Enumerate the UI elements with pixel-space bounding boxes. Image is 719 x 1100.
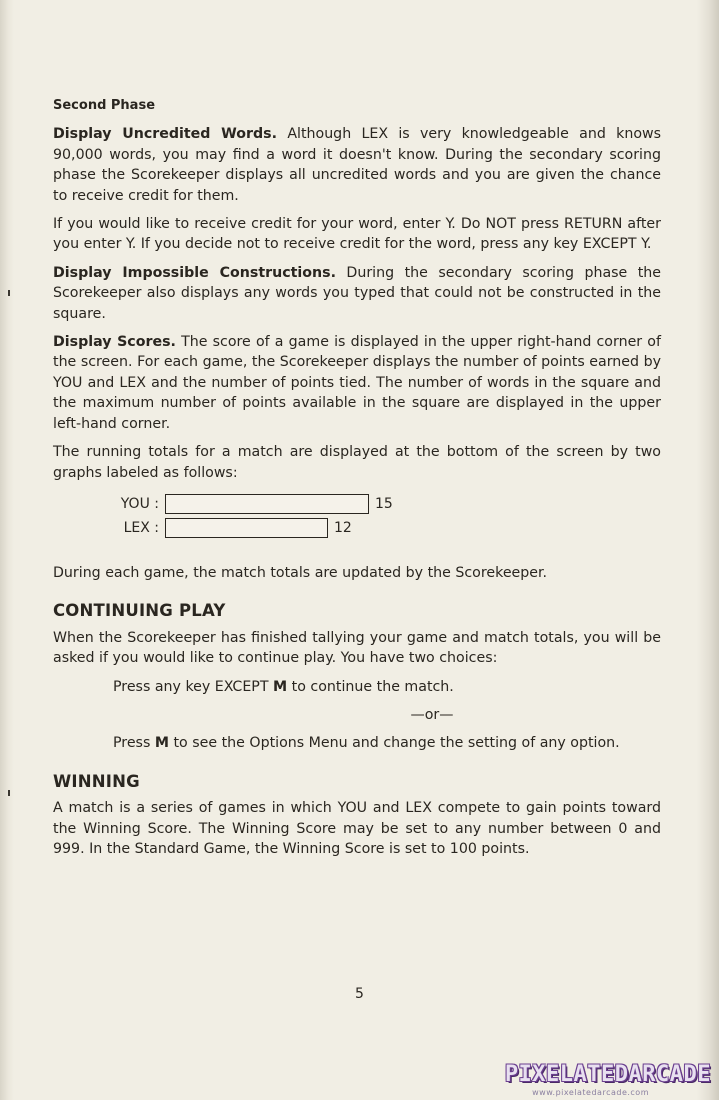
watermark-url: www.pixelatedarcade.com: [532, 1088, 649, 1097]
paragraph-text: Although LEX is very knowledgeable and knows 90,000 words, you may find a word it doesn't know. During the secondary scoring phase the Scorekeeper displays all uncredited words and you are given the chance to receive credit for them.: [53, 126, 662, 204]
paragraph-updated: During each game, the match totals are updated by the Scorekeeper.: [53, 564, 548, 581]
or-separator: —or—: [410, 706, 454, 723]
watermark-logo: PIXELATEDARCADE: [504, 1062, 711, 1087]
lead-text: Display Impossible Constructions.: [53, 264, 336, 281]
graph-label: LEX :: [123, 519, 159, 536]
section-subheading: Second Phase: [53, 98, 156, 113]
paragraph-credit: If you would like to receive credit for your word, enter Y. Do NOT press RETURN after you enter Y. If you decide not to receive credit for the word, press any key EXCEPT Y.: [53, 216, 661, 253]
graph-row-you: [115, 493, 661, 515]
graph-label: YOU :: [120, 495, 159, 512]
lead-text: Display Uncredited Words.: [53, 126, 278, 143]
score-graphs: [115, 493, 661, 539]
graph-bar: [165, 518, 328, 538]
choice-continue: [113, 677, 661, 697]
graph-value: 12: [334, 519, 352, 536]
margin-mark: [8, 790, 10, 796]
paragraph-text: During the secondary scoring phase the Scorekeeper also displays any words you typed that could not be constructed in the square.: [53, 264, 662, 322]
choice-text: to see the Options Menu and change the setting of any option.: [168, 735, 620, 752]
choice-options: [113, 733, 661, 753]
key-name: M: [273, 678, 288, 695]
paragraph-winning: A match is a series of games in which YOU and LEX compete to gain points toward the Winning Score. The Winning Score may be set to any number between 0 and 999. In the Standard Game, the Winning Score is set to 100 points.: [53, 800, 661, 857]
paragraph-scores: [53, 332, 661, 434]
paragraph-continuing: When the Scorekeeper has finished tallying your game and match totals, you will be asked if you would like to continue play. You have two choices:: [53, 629, 661, 667]
choice-text: Press: [113, 735, 155, 752]
lead-text: Display Scores.: [53, 334, 176, 351]
graph-bar: [165, 494, 369, 514]
manual-page-body: [53, 96, 661, 867]
heading-winning: WINNING: [53, 771, 140, 791]
margin-mark: [8, 290, 10, 296]
heading-continuing-play: CONTINUING PLAY: [53, 601, 226, 621]
choice-text: Press any key EXCEPT: [113, 678, 274, 695]
choice-text: to continue the match.: [287, 678, 454, 695]
key-name: M: [154, 735, 169, 752]
graph-value: 15: [375, 495, 393, 512]
paragraph-text: The score of a game is displayed in the upper right-hand corner of the screen. For each game, the Scorekeeper displays the number of points earned by YOU and LEX and the number of points tied. The number of words in the square and the maximum number of points available in the square are displayed in the upper left-hand corner.: [53, 334, 661, 432]
graph-row-lex: [115, 517, 661, 539]
page-binding-edge: [0, 0, 14, 1100]
page-right-edge: [697, 0, 719, 1100]
paragraph-totals: The running totals for a match are displayed at the bottom of the screen by two graphs labeled as follows:: [53, 444, 661, 481]
paragraph-impossible: [53, 263, 661, 324]
page-number: 5: [355, 986, 364, 1002]
paragraph-uncredited: [53, 124, 661, 206]
